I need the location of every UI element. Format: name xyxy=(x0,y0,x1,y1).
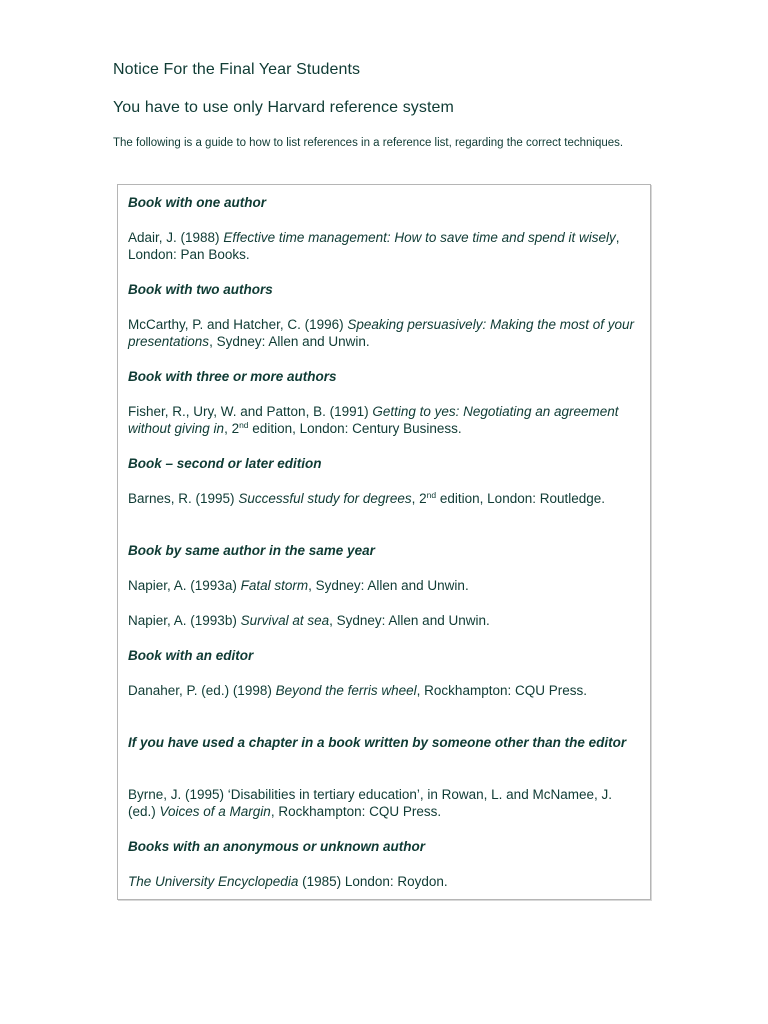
entry-rest: (1985) London: Roydon. xyxy=(298,874,448,889)
entry-edition-suffix: nd xyxy=(426,490,437,500)
entry-edition-suffix: nd xyxy=(239,420,249,430)
entry-title: Effective time management: How to save time and spend it wisely xyxy=(223,230,616,245)
section-heading: Book – second or later edition xyxy=(128,456,322,471)
section-heading: Book with three or more authors xyxy=(128,369,337,384)
entry-author: Byrne, J. (1995) ‘Disabilities in tertiary education’, in Rowan, L. and McNamee, J. (ed.) xyxy=(128,787,612,819)
section-heading: Book with two authors xyxy=(128,282,273,297)
entry-author: Adair, J. (1988) xyxy=(128,230,224,245)
intro-text: The following is a guide to how to list references in a reference list, regarding the correct techniques. xyxy=(113,137,624,149)
page-title: Notice For the Final Year Students xyxy=(113,61,361,78)
reference-entry xyxy=(128,612,638,629)
reference-entry xyxy=(128,786,638,820)
entry-author: Danaher, P. (ed.) (1998) xyxy=(128,683,276,698)
reference-entry xyxy=(128,403,638,437)
section-heading: Book by same author in the same year xyxy=(128,543,375,558)
reference-entry xyxy=(128,577,638,594)
section-heading: Books with an anonymous or unknown author xyxy=(128,839,426,854)
entry-rest: , London: Pan Books. xyxy=(128,230,620,262)
section-heading: Book with one author xyxy=(128,195,266,210)
reference-entry xyxy=(128,316,638,350)
entry-edition: , 2 xyxy=(411,491,427,506)
entry-edition: , 2 xyxy=(224,421,240,436)
entry-title: Getting to yes: Negotiating an agreement without giving in xyxy=(128,404,619,436)
entry-title: Voices of a Margin xyxy=(159,804,271,819)
entry-title: Speaking persuasively: Making the most of your presentations xyxy=(128,317,635,349)
entry-title: Successful study for degrees xyxy=(238,491,412,506)
entry-author: Barnes, R. (1995) xyxy=(128,491,239,506)
entry-author: Napier, A. (1993b) xyxy=(128,613,241,628)
entry-title: Survival at sea xyxy=(240,613,330,628)
section-heading: If you have used a chapter in a book written by someone other than the editor xyxy=(128,735,627,750)
entry-rest: , Sydney: Allen and Unwin. xyxy=(209,334,370,349)
entry-rest: edition, London: Century Business. xyxy=(248,421,462,436)
reference-entry xyxy=(128,490,638,507)
entry-title: Beyond the ferris wheel xyxy=(275,683,417,698)
entry-title: The University Encyclopedia xyxy=(128,874,299,889)
reference-entry xyxy=(128,873,638,890)
entry-rest: , Sydney: Allen and Unwin. xyxy=(329,613,490,628)
section-heading: Book with an editor xyxy=(128,648,254,663)
entry-rest: , Sydney: Allen and Unwin. xyxy=(308,578,469,593)
entry-rest: , Rockhampton: CQU Press. xyxy=(416,683,587,698)
reference-entry xyxy=(128,229,638,263)
entry-rest: edition, London: Routledge. xyxy=(436,491,606,506)
entry-author: Napier, A. (1993a) xyxy=(128,578,241,593)
entry-author: McCarthy, P. and Hatcher, C. (1996) xyxy=(128,317,348,332)
page-subtitle: You have to use only Harvard reference system xyxy=(113,99,454,116)
entry-title: Fatal storm xyxy=(240,578,309,593)
reference-entry xyxy=(128,682,638,699)
reference-guide-box xyxy=(117,184,651,900)
entry-rest: , Rockhampton: CQU Press. xyxy=(270,804,442,819)
entry-author: Fisher, R., Ury, W. and Patton, B. (1991) xyxy=(128,404,373,419)
